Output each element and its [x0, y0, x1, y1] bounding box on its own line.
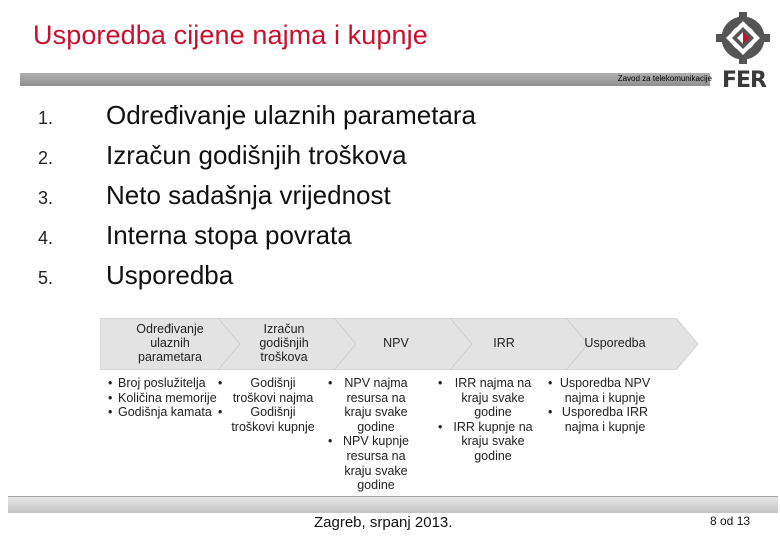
agenda-label: Izračun godišnjih troškova: [106, 140, 407, 170]
stage-detail-list: [218, 376, 318, 434]
detail-item: • Godišnji troškovi najma: [218, 376, 318, 405]
stage-title: IRR: [493, 336, 515, 350]
agenda-item: [38, 180, 476, 220]
stage-title: Izračun godišnjih troškova: [259, 322, 309, 364]
stage-title: Određivanje ulaznih parametara: [136, 322, 204, 364]
footer-location-date: Zagreb, srpanj 2013.: [314, 514, 453, 531]
detail-item: • Količina memorije: [108, 391, 218, 406]
detail-item: • IRR najma na kraju svake godine: [438, 376, 538, 420]
agenda-number: 3.: [38, 188, 54, 208]
svg-text:FER: FER: [722, 68, 766, 90]
detail-item: • Broj poslužitelja: [108, 376, 218, 391]
stage-detail-list: [438, 376, 538, 464]
stage-detail-list: [108, 376, 218, 420]
page-number: 8 od 13: [710, 514, 751, 528]
agenda-label: Usporedba: [106, 260, 234, 290]
agenda-label: Interna stopa povrata: [106, 220, 352, 250]
department-label: Zavod za telekomunikacije: [617, 74, 712, 83]
fer-logo: [718, 66, 770, 90]
agenda-item: [38, 260, 476, 300]
agenda-item: [38, 140, 476, 180]
stage-detail-list: [328, 376, 414, 493]
stage-title: NPV: [383, 336, 409, 350]
detail-item: • IRR kupnje na kraju svake godine: [438, 420, 538, 464]
detail-item: • NPV najma resursa na kraju svake godine: [328, 376, 414, 434]
agenda-list: [38, 100, 476, 300]
agenda-number: 4.: [38, 228, 54, 248]
agenda-number: 2.: [38, 148, 54, 168]
stage-detail-list: [548, 376, 652, 434]
agenda-label: Određivanje ulaznih parametara: [106, 100, 476, 130]
agenda-number: 1.: [38, 108, 54, 128]
agenda-number: 5.: [38, 268, 54, 288]
detail-item: • Godišnji troškovi kupnje: [218, 405, 318, 434]
stage-title: Usporedba: [584, 336, 646, 350]
detail-item: • Usporedba IRR najma i kupnje: [548, 405, 652, 434]
fer-emblem-icon: [714, 12, 772, 64]
detail-item: • Godišnja kamata: [108, 405, 218, 420]
detail-item: • NPV kupnje resursa na kraju svake godine: [328, 434, 414, 492]
slide-title: Usporedba cijene najma i kupnje: [33, 20, 428, 50]
agenda-item: [38, 220, 476, 260]
detail-item: • Usporedba NPV najma i kupnje: [548, 376, 652, 405]
footer-bar: [8, 496, 778, 513]
title-rule: [20, 73, 710, 86]
agenda-item: [38, 100, 476, 140]
agenda-label: Neto sadašnja vrijednost: [106, 180, 391, 210]
